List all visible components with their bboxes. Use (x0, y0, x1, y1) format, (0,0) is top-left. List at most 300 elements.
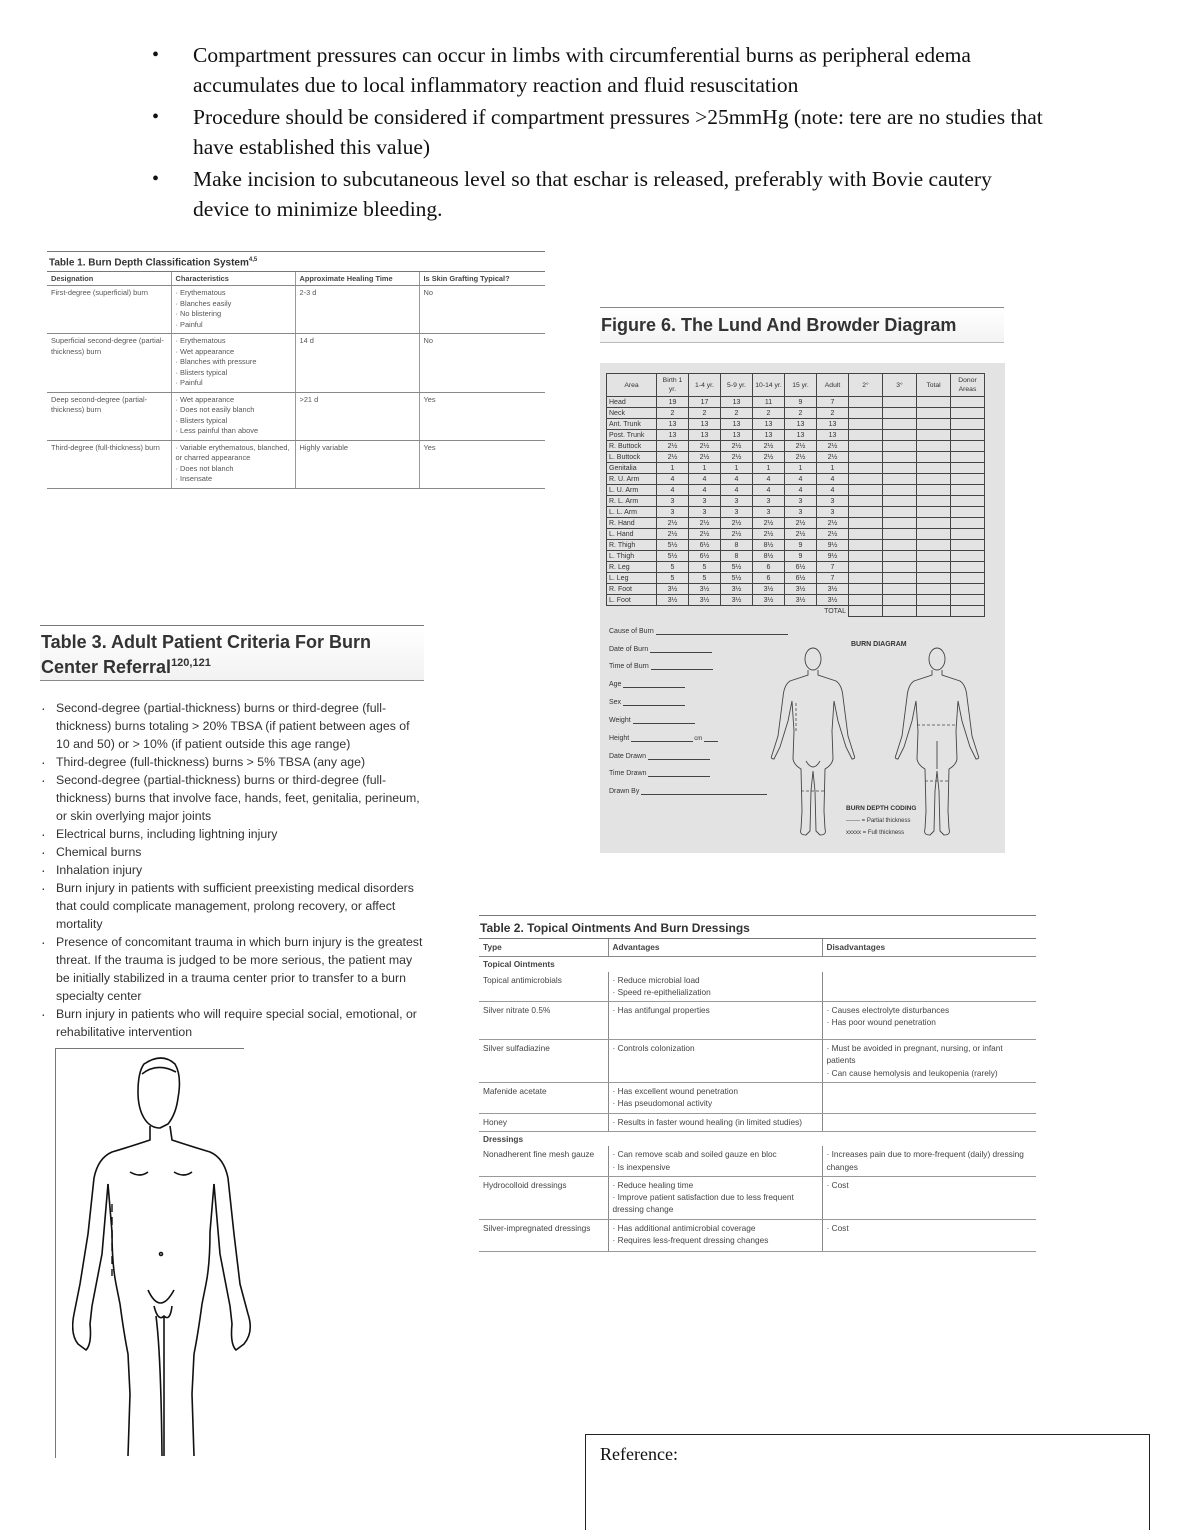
form-field (609, 716, 695, 724)
blank-entry-cell (917, 573, 951, 584)
lund-browder-header: Adult (817, 374, 849, 397)
list-item: · Painful (176, 320, 291, 331)
blank-entry-cell (917, 408, 951, 419)
percent-cell: 3½ (689, 595, 721, 606)
lund-browder-row (607, 408, 985, 419)
characteristics-list (176, 395, 291, 437)
percent-cell: 13 (817, 430, 849, 441)
type-cell: Mafenide acetate (479, 1083, 608, 1114)
list-item: · Cost (827, 1222, 1033, 1234)
percent-cell: 2½ (657, 452, 689, 463)
area-cell: Post. Trunk (607, 430, 657, 441)
table-row (479, 1176, 1036, 1219)
percent-cell: 3½ (817, 584, 849, 595)
area-cell: Neck (607, 408, 657, 419)
reference-box (585, 1434, 1150, 1530)
percent-cell: 13 (689, 430, 721, 441)
percent-cell: 13 (785, 419, 817, 430)
percent-cell: 2 (657, 408, 689, 419)
percent-cell: 4 (657, 485, 689, 496)
designation-cell: Superficial second-degree (partial-thickness) burn (47, 334, 171, 393)
blank-entry-cell (883, 419, 917, 430)
percent-cell: 13 (753, 430, 785, 441)
blank-entry-cell (883, 551, 917, 562)
form-field (609, 752, 710, 760)
blank-entry-cell (849, 463, 883, 474)
form-field-label: Time of Burn (609, 663, 649, 670)
percent-cell: 3 (721, 507, 753, 518)
lund-browder-row (607, 573, 985, 584)
lund-browder-header: 10-14 yr. (753, 374, 785, 397)
percent-cell: 4 (689, 474, 721, 485)
blank-entry-cell (883, 573, 917, 584)
blank-entry-cell (951, 529, 985, 540)
form-field-line (641, 787, 767, 795)
blank-entry-cell (849, 573, 883, 584)
percent-cell: 11 (753, 397, 785, 408)
percent-cell: 3½ (721, 595, 753, 606)
lund-browder-diagram (600, 363, 1005, 853)
percent-cell: 3½ (753, 584, 785, 595)
criteria-item: · Burn injury in patients with sufficient preexisting medical disorders that could complicate management, prolong recovery, or affect mortality (40, 879, 424, 933)
percent-cell: 3 (817, 507, 849, 518)
percent-cell: 1 (753, 463, 785, 474)
healing-cell: 2-3 d (295, 286, 419, 334)
percent-cell: 2½ (721, 529, 753, 540)
blank-entry-cell (951, 397, 985, 408)
form-field-line (631, 734, 693, 742)
blank-entry-cell (951, 584, 985, 595)
list-item: · Blanches with pressure (176, 357, 291, 368)
percent-cell: 2½ (689, 452, 721, 463)
percent-cell: 3½ (817, 595, 849, 606)
lund-browder-row (607, 562, 985, 573)
blank-entry-cell (917, 452, 951, 463)
percent-cell: 3½ (785, 584, 817, 595)
lund-browder-row (607, 584, 985, 595)
percent-cell: 2½ (721, 441, 753, 452)
table3-title (40, 625, 424, 681)
blank-entry-cell (883, 540, 917, 551)
form-field-line (623, 680, 685, 688)
blank-entry-cell (849, 430, 883, 441)
form-field (609, 645, 712, 653)
form-field-label: Time Drawn (609, 770, 647, 777)
percent-cell: 2½ (785, 452, 817, 463)
body-front-outline (768, 641, 858, 841)
blank-entry-cell (849, 419, 883, 430)
blank-entry-cell (951, 463, 985, 474)
topical-ointments-table (479, 915, 1036, 1252)
characteristics-cell (171, 334, 295, 393)
percent-cell: 2½ (689, 441, 721, 452)
list-item: · Variable erythematous, blanched, or charred appearance (176, 443, 291, 464)
reference-label: Reference: (600, 1444, 678, 1464)
list-item: · Improve patient satisfaction due to less frequent dressing change (613, 1191, 818, 1216)
percent-cell: 2½ (689, 518, 721, 529)
total-entry-cell (883, 606, 917, 617)
form-field-label: Date of Burn (609, 646, 649, 653)
table2-title: Table 2. Topical Ointments And Burn Dressings (479, 916, 1036, 939)
grafting-cell: No (419, 286, 545, 334)
lund-browder-row (607, 463, 985, 474)
form-field-label: Drawn By (609, 788, 640, 795)
advantages-cell (608, 972, 822, 1002)
list-item: · Must be avoided in pregnant, nursing, or infant patients (827, 1042, 1033, 1067)
type-cell: Nonadherent fine mesh gauze (479, 1146, 608, 1176)
percent-cell: 2½ (657, 518, 689, 529)
area-cell: L. Leg (607, 573, 657, 584)
healing-cell: 14 d (295, 334, 419, 393)
type-cell: Silver sulfadiazine (479, 1040, 608, 1083)
form-field-line (656, 627, 788, 635)
section-row (479, 1131, 1036, 1146)
criteria-item: · Presence of concomitant trauma in which burn injury is the greatest threat. If the trauma is judged to be more serious, the patient may be initially stabilized in a trauma center prior to transfer to a burn specialty center (40, 933, 424, 1005)
list-item: · No blistering (176, 309, 291, 320)
percent-cell: 6½ (785, 573, 817, 584)
lund-browder-header: 2° (849, 374, 883, 397)
bullet-item: • Compartment pressures can occur in limbs with circumferential burns as peripheral edema accumulates due to local inflammatory reaction and fluid resuscitation (150, 40, 1050, 100)
spacer-cell (689, 606, 721, 617)
percent-cell: 2½ (753, 529, 785, 540)
percent-cell: 6½ (689, 540, 721, 551)
table1-header: Characteristics (171, 272, 295, 286)
area-cell: R. Foot (607, 584, 657, 595)
list-item: · Can remove scab and soiled gauze en bloc (613, 1148, 818, 1160)
list-item: · Wet appearance (176, 395, 291, 406)
percent-cell: 2 (817, 408, 849, 419)
blank-entry-cell (883, 441, 917, 452)
blank-entry-cell (917, 562, 951, 573)
blank-entry-cell (883, 463, 917, 474)
percent-cell: 6 (753, 562, 785, 573)
total-entry-cell (917, 606, 951, 617)
percent-cell: 1 (657, 463, 689, 474)
table2-header: Disadvantages (822, 939, 1036, 957)
advantages-cell (608, 1002, 822, 1040)
percent-cell: 4 (785, 485, 817, 496)
blank-entry-cell (917, 430, 951, 441)
blank-entry-cell (883, 485, 917, 496)
form-field-label: Cause of Burn (609, 628, 654, 635)
advantages-list (613, 1116, 818, 1128)
disadvantages-list (827, 1004, 1033, 1029)
disadvantages-cell (822, 1113, 1036, 1131)
criteria-item: · Chemical burns (40, 843, 424, 861)
percent-cell: 2½ (657, 441, 689, 452)
total-entry-cell (849, 606, 883, 617)
lund-browder-row (607, 452, 985, 463)
advantages-cell (608, 1083, 822, 1114)
percent-cell: 8 (721, 540, 753, 551)
blank-entry-cell (951, 496, 985, 507)
disadvantages-cell (822, 1219, 1036, 1251)
blank-entry-cell (849, 562, 883, 573)
lund-browder-row (607, 518, 985, 529)
blank-entry-cell (849, 595, 883, 606)
coding-title: BURN DEPTH CODING (846, 805, 917, 812)
form-field-line (648, 752, 710, 760)
blank-entry-cell (951, 408, 985, 419)
area-cell: R. Hand (607, 518, 657, 529)
list-item: · Requires less-frequent dressing changes (613, 1234, 818, 1246)
form-field-label: Age (609, 681, 622, 688)
percent-cell: 9 (785, 551, 817, 562)
blank-entry-cell (951, 452, 985, 463)
advantages-list (613, 1042, 818, 1054)
area-cell: R. Thigh (607, 540, 657, 551)
percent-cell: 2½ (753, 441, 785, 452)
type-cell: Honey (479, 1113, 608, 1131)
percent-cell: 3 (657, 496, 689, 507)
blank-entry-cell (849, 529, 883, 540)
section-label: Topical Ointments (483, 959, 555, 970)
list-item: · Blanches easily (176, 299, 291, 310)
blank-entry-cell (883, 496, 917, 507)
blank-entry-cell (917, 441, 951, 452)
spacer-cell (721, 606, 753, 617)
blank-entry-cell (883, 584, 917, 595)
area-cell: L. Buttock (607, 452, 657, 463)
table-row (479, 1040, 1036, 1083)
blank-entry-cell (849, 551, 883, 562)
percent-cell: 1 (817, 463, 849, 474)
designation-cell: Deep second-degree (partial-thickness) burn (47, 392, 171, 440)
lund-browder-row (607, 430, 985, 441)
figure-frame-left (55, 1048, 56, 1458)
blank-entry-cell (849, 496, 883, 507)
list-item: · Controls colonization (613, 1042, 818, 1054)
blank-entry-cell (849, 540, 883, 551)
percent-cell: 9 (785, 397, 817, 408)
disadvantages-cell (822, 1002, 1036, 1040)
percent-cell: 5 (657, 573, 689, 584)
advantages-list (613, 974, 818, 999)
percent-cell: 4 (689, 485, 721, 496)
disadvantages-cell (822, 1040, 1036, 1083)
section-row (479, 957, 1036, 972)
table2-header: Advantages (608, 939, 822, 957)
table1-title-sup: 4,5 (248, 257, 258, 263)
table1-title-text: Table 1. Burn Depth Classification System (49, 257, 249, 269)
advantages-list (613, 1085, 818, 1110)
height-unit: cm (694, 736, 703, 742)
advantages-list (613, 1222, 818, 1247)
list-item: · Is inexpensive (613, 1161, 818, 1173)
percent-cell: 3½ (785, 595, 817, 606)
lund-browder-header: Birth 1 yr. (657, 374, 689, 397)
percent-cell: 6 (753, 573, 785, 584)
advantages-cell (608, 1040, 822, 1083)
blank-entry-cell (917, 485, 951, 496)
percent-cell: 2½ (721, 452, 753, 463)
list-item: · Blisters typical (176, 416, 291, 427)
lund-browder-row (607, 485, 985, 496)
total-row (607, 606, 985, 617)
advantages-list (613, 1179, 818, 1216)
percent-cell: 3½ (657, 595, 689, 606)
disadvantages-cell (822, 972, 1036, 1002)
percent-cell: 7 (817, 562, 849, 573)
lund-browder-header: 1-4 yr. (689, 374, 721, 397)
percent-cell: 3 (689, 507, 721, 518)
form-field (609, 787, 767, 795)
blank-entry-cell (917, 507, 951, 518)
lund-browder-header: 15 yr. (785, 374, 817, 397)
designation-cell: Third-degree (full-thickness) burn (47, 440, 171, 488)
blank-entry-cell (917, 551, 951, 562)
list-item: · Painful (176, 378, 291, 389)
list-item: · Reduce healing time (613, 1179, 818, 1191)
percent-cell: 13 (721, 419, 753, 430)
list-item: · Has pseudomonal activity (613, 1097, 818, 1109)
percent-cell: 3 (753, 507, 785, 518)
list-item: · Does not blanch (176, 464, 291, 475)
percent-cell: 13 (721, 397, 753, 408)
area-cell: L. L. Arm (607, 507, 657, 518)
blank-entry-cell (951, 518, 985, 529)
blank-entry-cell (917, 397, 951, 408)
criteria-item: · Burn injury in patients who will require special social, emotional, or rehabilitative intervention (40, 1005, 424, 1041)
percent-cell: 5½ (721, 573, 753, 584)
lund-browder-row (607, 397, 985, 408)
grafting-cell: No (419, 334, 545, 393)
lund-browder-header: Total (917, 374, 951, 397)
percent-cell: 4 (721, 485, 753, 496)
burn-depth-coding (846, 803, 916, 839)
lund-browder-row (607, 496, 985, 507)
disadvantages-list (827, 1179, 1033, 1191)
spacer-cell (753, 606, 785, 617)
blank-entry-cell (883, 518, 917, 529)
percent-cell: 5 (689, 573, 721, 584)
form-field (609, 769, 710, 777)
table-row (47, 286, 545, 334)
blank-entry-cell (883, 408, 917, 419)
blank-entry-cell (951, 562, 985, 573)
form-field-line (648, 769, 710, 777)
form-field (609, 734, 718, 742)
table1-header: Approximate Healing Time (295, 272, 419, 286)
blank-entry-cell (951, 540, 985, 551)
percent-cell: 3 (753, 496, 785, 507)
blank-entry-cell (951, 507, 985, 518)
lund-browder-row (607, 551, 985, 562)
percent-cell: 2½ (817, 529, 849, 540)
bullet-item: • Make incision to subcutaneous level so that eschar is released, preferably with Bovie cautery device to minimize bleeding. (150, 164, 1050, 224)
percent-cell: 2 (785, 408, 817, 419)
percent-cell: 4 (753, 474, 785, 485)
percent-cell: 5½ (657, 551, 689, 562)
percent-cell: 13 (785, 430, 817, 441)
advantages-cell (608, 1219, 822, 1251)
list-item: · Erythematous (176, 288, 291, 299)
disadvantages-cell (822, 1146, 1036, 1176)
percent-cell: 4 (721, 474, 753, 485)
referral-criteria-list (40, 699, 424, 1041)
form-field-line (650, 645, 712, 653)
form-field-label: Sex (609, 699, 622, 706)
criteria-item: · Electrical burns, including lightning injury (40, 825, 424, 843)
form-field-line (704, 734, 718, 742)
disadvantages-cell (822, 1083, 1036, 1114)
figure-frame-top (56, 1048, 244, 1049)
list-item: · Wet appearance (176, 347, 291, 358)
characteristics-cell (171, 286, 295, 334)
table3-title-sup: 120,121 (171, 657, 211, 669)
area-cell: R. L. Arm (607, 496, 657, 507)
blank-entry-cell (849, 441, 883, 452)
area-cell: L. Hand (607, 529, 657, 540)
blank-entry-cell (849, 452, 883, 463)
area-cell: R. Buttock (607, 441, 657, 452)
advantages-list (613, 1148, 818, 1173)
blank-entry-cell (849, 474, 883, 485)
blank-entry-cell (883, 452, 917, 463)
type-cell: Silver-impregnated dressings (479, 1219, 608, 1251)
table-row (47, 392, 545, 440)
table1-title (47, 252, 545, 272)
list-item: · Results in faster wound healing (in limited studies) (613, 1116, 818, 1128)
characteristics-list (176, 336, 291, 389)
percent-cell: 4 (753, 485, 785, 496)
list-item: · Does not easily blanch (176, 405, 291, 416)
percent-cell: 13 (817, 419, 849, 430)
area-cell: Genitalia (607, 463, 657, 474)
list-item: · Causes electrolyte disturbances (827, 1004, 1033, 1016)
type-cell: Topical antimicrobials (479, 972, 608, 1002)
percent-cell: 2½ (785, 529, 817, 540)
percent-cell: 13 (689, 419, 721, 430)
percent-cell: 3½ (689, 584, 721, 595)
form-field (609, 680, 685, 688)
percent-cell: 8 (721, 551, 753, 562)
lund-browder-header: Area (607, 374, 657, 397)
total-label: TOTAL (824, 607, 846, 615)
percent-cell: 4 (785, 474, 817, 485)
percent-cell: 8½ (753, 551, 785, 562)
advantages-cell (608, 1146, 822, 1176)
criteria-item: · Inhalation injury (40, 861, 424, 879)
percent-cell: 5 (689, 562, 721, 573)
lund-browder-header: Donor Areas (951, 374, 985, 397)
blank-entry-cell (849, 518, 883, 529)
percent-cell: 3½ (753, 595, 785, 606)
form-field (609, 662, 713, 670)
blank-entry-cell (883, 474, 917, 485)
lund-browder-row (607, 540, 985, 551)
list-item: · Has additional antimicrobial coverage (613, 1222, 818, 1234)
spacer-cell (785, 606, 817, 617)
percent-cell: 17 (689, 397, 721, 408)
percent-cell: 3 (657, 507, 689, 518)
lund-browder-table (606, 373, 985, 617)
percent-cell: 4 (817, 474, 849, 485)
list-item: · Reduce microbial load (613, 974, 818, 986)
percent-cell: 3 (785, 496, 817, 507)
blank-entry-cell (951, 485, 985, 496)
blank-entry-cell (951, 474, 985, 485)
characteristics-list (176, 288, 291, 330)
percent-cell: 6½ (689, 551, 721, 562)
percent-cell: 9½ (817, 551, 849, 562)
table2-grid (479, 939, 1036, 1252)
type-cell: Hydrocolloid dressings (479, 1176, 608, 1219)
blank-entry-cell (917, 584, 951, 595)
percent-cell: 1 (721, 463, 753, 474)
lund-browder-row (607, 419, 985, 430)
area-cell: L. Thigh (607, 551, 657, 562)
